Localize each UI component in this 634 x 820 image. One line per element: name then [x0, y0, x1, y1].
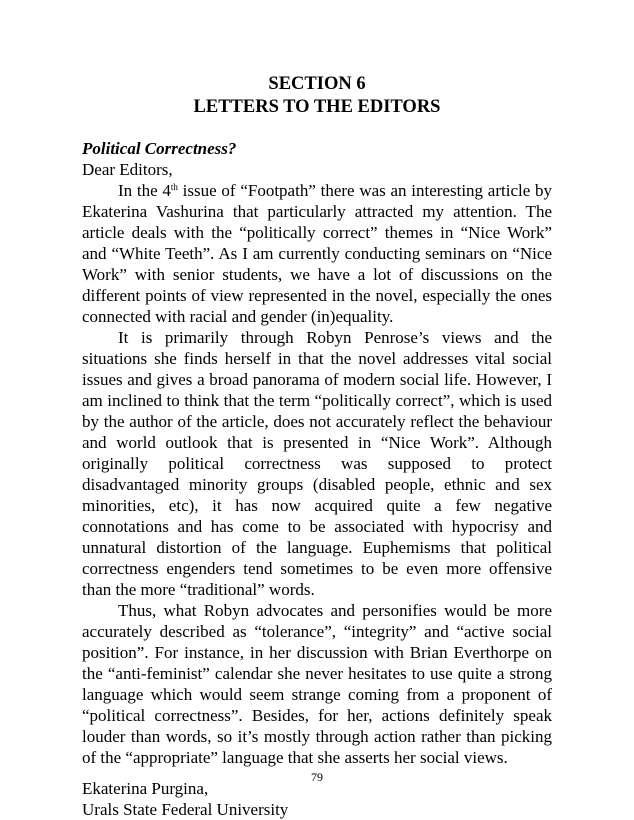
ordinal-suffix: th — [170, 182, 178, 192]
signature-name: Ekaterina Purgina, — [82, 779, 209, 798]
signature-affiliation: Urals State Federal University — [82, 800, 289, 819]
letter-body — [82, 138, 552, 820]
letter-title: Political Correctness? — [82, 139, 237, 158]
letter-paragraph-3: Thus, what Robyn advocates and personifies would be more accurately described as “tolerance”, “integrity” and “active social position”. For instance, in her discussion with Brian Everthorpe on the “anti-feminist” calendar she never hesitates to use quite a strong language which would seem strange coming from a proponent of “political correctness”. Besides, for her, actions definitely speak louder than words, so it’s mostly through action rather than picking of the “appropriate” language that she asserts her social views. — [82, 601, 552, 767]
signature-block — [82, 778, 552, 820]
page-number: 79 — [311, 770, 323, 784]
paragraph-1-rest: issue of “Footpath” there was an interesting article by Ekaterina Vashurina that particularly attracted my attention. The article deals with the “politically correct” themes in “Nice Work” and “White Teeth”. As I am currently conducting seminars on “Nice Work” with senior students, we have a lot of discussions on the different points of view represented in the novel, especially the ones connected with racial and gender (in)equality. — [82, 181, 552, 326]
section-number-heading: SECTION 6 — [268, 74, 366, 94]
letter-paragraph-2: It is primarily through Robyn Penrose’s views and the situations she finds herself in that the novel addresses vital social issues and gives a broad panorama of modern social life. However, I am inclined to think that the term “politically correct”, which is used by the author of the article, does not accurately reflect the behaviour and world outlook that is presented in “Nice Work”. Although originally political correctness was supposed to protect disadvantaged minority groups (disabled people, ethnic and sex minorities, etc), it has now acquired quite a few negative connotations and has come to be associated with hypocrisy and unnatural distortion of the language. Euphemisms that political correctness engenders tend sometimes to be even more offensive than the more “traditional” words. — [82, 328, 552, 599]
letter-paragraph-1 — [82, 180, 552, 327]
section-title-heading: LETTERS TO THE EDITORS — [193, 97, 441, 117]
paragraph-1-start: In the 4 — [118, 181, 171, 200]
letter-salutation: Dear Editors, — [82, 160, 173, 179]
